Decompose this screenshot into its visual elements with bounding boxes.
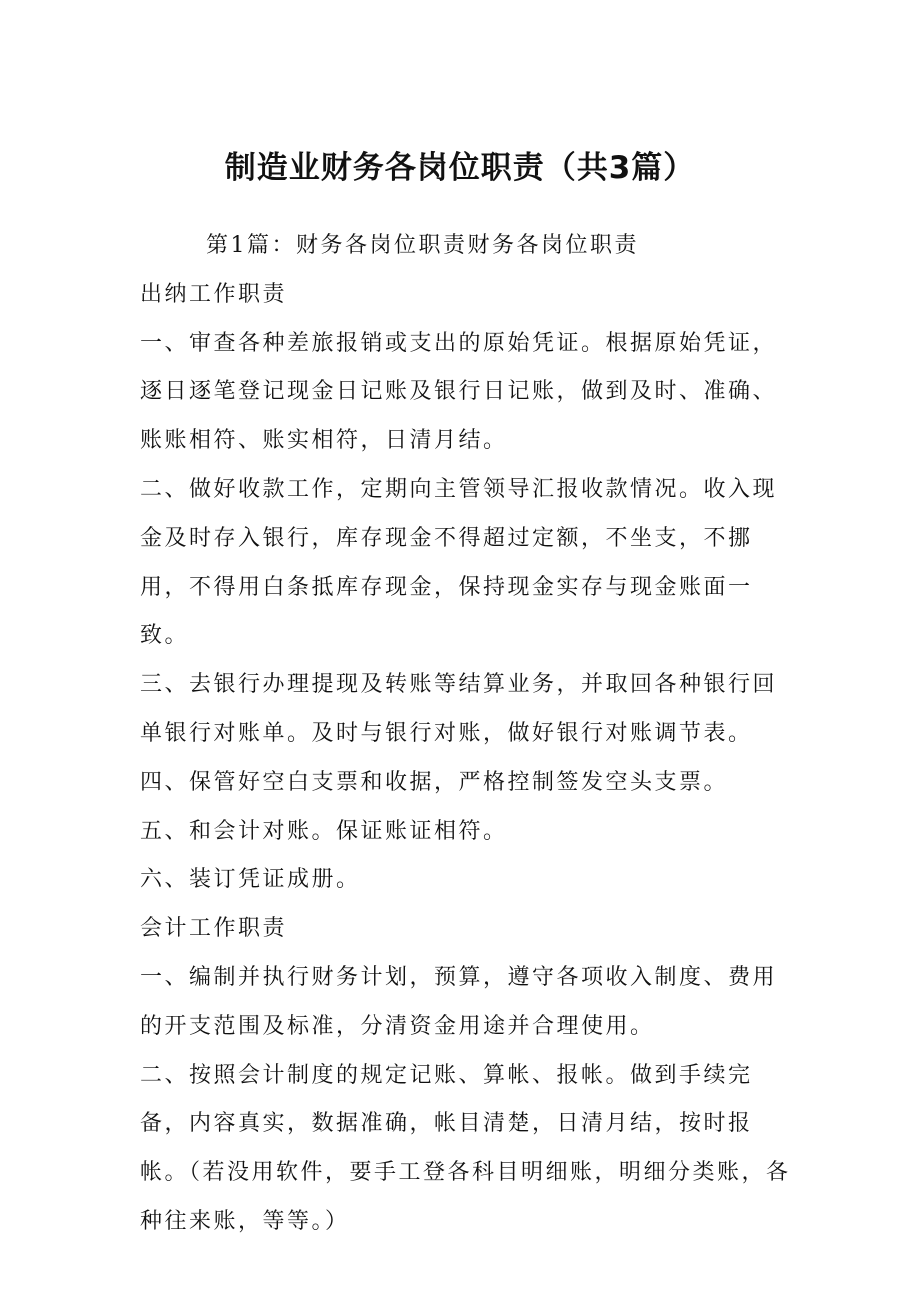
paragraph: 四、保管好空白支票和收据，严格控制签发空头支票。 <box>140 769 729 795</box>
paragraph: 五、和会计对账。保证账证相符。 <box>140 818 508 844</box>
paragraph: 六、装订凭证成册。 <box>140 867 361 893</box>
chapter-heading: 第1篇：财务各岗位职责财务各岗位职责 <box>206 233 639 258</box>
paragraph: 一、审查各种差旅报销或支出的原始凭证。根据原始凭证，逐日逐笔登记现金日记账及银行日记账，做到及时、准确、账账相符、账实相符，日清月结。 <box>140 330 778 454</box>
paragraph: 二、做好收款工作，定期向主管领导汇报收款情况。收入现金及时存入银行，库存现金不得超过定额，不坐支，不挪用，不得用白条抵库存现金，保持现金实存与现金账面一致。 <box>140 476 778 649</box>
section-heading-cashier: 出纳工作职责 <box>140 281 288 307</box>
document-title: 制造业财务各岗位职责（共3篇） <box>224 150 696 186</box>
section-heading-accountant: 会计工作职责 <box>140 916 288 942</box>
paragraph: 二、按照会计制度的规定记账、算帐、报帐。做到手续完备，内容真实，数据准确，帐目清楚，日清月结，按时报帐。（若没用软件，要手工登各科目明细账，明细分类账，各种往来账，等等。） <box>140 1062 791 1234</box>
document-body <box>140 222 800 1247</box>
paragraph: 一、编制并执行财务计划，预算，遵守各项收入制度、费用的开支范围及标准，分清资金用途并合理使用。 <box>140 964 778 1039</box>
paragraph: 三、去银行办理提现及转账等结算业务，并取回各种银行回单银行对账单。及时与银行对账，做好银行对账调节表。 <box>140 672 778 746</box>
